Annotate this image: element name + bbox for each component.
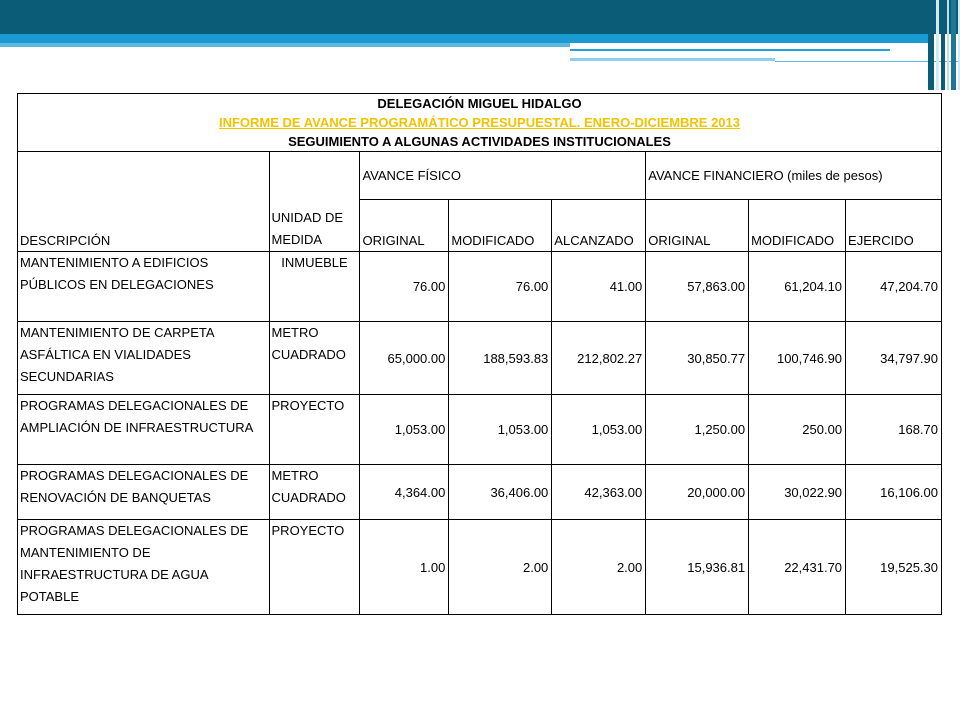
top-banner bbox=[0, 0, 960, 34]
top-banner-stripe bbox=[0, 34, 928, 43]
table-row bbox=[18, 465, 942, 520]
cell-orig: 1.00 bbox=[360, 520, 449, 615]
cell-alc: 42,363.00 bbox=[552, 465, 646, 520]
header-executed: EJERCIDO bbox=[846, 200, 942, 252]
cell-orig: 1,053.00 bbox=[360, 395, 449, 465]
header-physical: AVANCE FÍSICO bbox=[360, 152, 646, 200]
cell-alc: 41.00 bbox=[552, 252, 646, 322]
row-description-line: PROGRAMAS DELEGACIONALES DE bbox=[20, 398, 249, 413]
table-row bbox=[18, 520, 942, 615]
cell-alc: 2.00 bbox=[552, 520, 646, 615]
cell-fej: 168.70 bbox=[846, 395, 942, 465]
header-modified: MODIFICADO bbox=[449, 200, 552, 252]
decorative-line bbox=[0, 43, 570, 47]
row-unit-line: INMUEBLE bbox=[281, 255, 348, 270]
row-description-line: ASFÁLTICA EN VIALIDADES bbox=[20, 347, 191, 362]
row-unit bbox=[269, 322, 360, 395]
row-description-line: AMPLIACIÓN DE INFRAESTRUCTURA bbox=[20, 420, 254, 435]
cell-forig: 1,250.00 bbox=[646, 395, 749, 465]
row-description-line: PROGRAMAS DELEGACIONALES DE bbox=[20, 468, 249, 483]
table-row bbox=[18, 322, 942, 395]
cell-alc: 1,053.00 bbox=[552, 395, 646, 465]
table-row bbox=[18, 395, 942, 465]
table-row bbox=[18, 252, 942, 322]
report-link[interactable]: INFORME DE AVANCE PROGRAMÁTICO PRESUPUESTAL. ENERO-DICIEMBRE 2013 bbox=[18, 113, 942, 132]
row-unit-line: CUADRADO bbox=[271, 490, 346, 505]
header-financial: AVANCE FINANCIERO (miles de pesos) bbox=[646, 152, 942, 200]
cell-mod: 1,053.00 bbox=[449, 395, 552, 465]
report-subtitle: SEGUIMIENTO A ALGUNAS ACTIVIDADES INSTITUCIONALES bbox=[18, 132, 942, 152]
cell-fmod: 100,746.90 bbox=[749, 322, 846, 395]
row-description bbox=[18, 322, 270, 395]
row-unit bbox=[269, 395, 360, 465]
cell-fmod: 30,022.90 bbox=[749, 465, 846, 520]
header-unit bbox=[269, 152, 360, 252]
cell-forig: 15,936.81 bbox=[646, 520, 749, 615]
row-description-line: MANTENIMIENTO A EDIFICIOS bbox=[20, 255, 209, 270]
row-description-line: MANTENIMIENTO DE CARPETA bbox=[20, 325, 215, 340]
header-achieved: ALCANZADO bbox=[552, 200, 646, 252]
cell-fmod: 250.00 bbox=[749, 395, 846, 465]
row-description-line: MANTENIMIENTO DE bbox=[20, 545, 151, 560]
row-description bbox=[18, 465, 270, 520]
cell-fmod: 22,431.70 bbox=[749, 520, 846, 615]
row-unit-line: METRO bbox=[271, 468, 319, 483]
cell-fmod: 61,204.10 bbox=[749, 252, 846, 322]
decorative-line bbox=[570, 49, 890, 51]
row-unit bbox=[269, 465, 360, 520]
cell-fej: 47,204.70 bbox=[846, 252, 942, 322]
cell-alc: 212,802.27 bbox=[552, 322, 646, 395]
header-description: DESCRIPCIÓN bbox=[18, 152, 270, 252]
decorative-stripes bbox=[928, 0, 960, 90]
cell-fej: 34,797.90 bbox=[846, 322, 942, 395]
header-unit-line1: UNIDAD DE bbox=[271, 210, 344, 225]
decorative-line bbox=[570, 58, 775, 61]
cell-fej: 19,525.30 bbox=[846, 520, 942, 615]
delegation-title: DELEGACIÓN MIGUEL HIDALGO bbox=[18, 94, 942, 114]
cell-orig: 76.00 bbox=[360, 252, 449, 322]
cell-forig: 57,863.00 bbox=[646, 252, 749, 322]
row-description-line: PROGRAMAS DELEGACIONALES DE bbox=[20, 523, 249, 538]
cell-mod: 2.00 bbox=[449, 520, 552, 615]
cell-forig: 20,000.00 bbox=[646, 465, 749, 520]
row-description bbox=[18, 395, 270, 465]
row-unit bbox=[269, 520, 360, 615]
cell-orig: 4,364.00 bbox=[360, 465, 449, 520]
header-original: ORIGINAL bbox=[360, 200, 449, 252]
row-unit-line: METRO bbox=[271, 325, 319, 340]
cell-orig: 65,000.00 bbox=[360, 322, 449, 395]
row-description-line: SECUNDARIAS bbox=[20, 369, 114, 384]
header-unit-line2: MEDIDA bbox=[271, 232, 323, 247]
row-description bbox=[18, 520, 270, 615]
row-unit-line: PROYECTO bbox=[271, 398, 345, 413]
header-original-fin: ORIGINAL bbox=[646, 200, 749, 252]
row-description-line: PÚBLICOS EN DELEGACIONES bbox=[20, 277, 214, 292]
cell-forig: 30,850.77 bbox=[646, 322, 749, 395]
cell-fej: 16,106.00 bbox=[846, 465, 942, 520]
cell-mod: 36,406.00 bbox=[449, 465, 552, 520]
header-modified-fin: MODIFICADO bbox=[749, 200, 846, 252]
report-table bbox=[17, 93, 942, 615]
row-unit bbox=[269, 252, 360, 322]
cell-mod: 188,593.83 bbox=[449, 322, 552, 395]
row-description-line: INFRAESTRUCTURA DE AGUA bbox=[20, 567, 209, 582]
row-description-line: RENOVACIÓN DE BANQUETAS bbox=[20, 490, 211, 505]
row-unit-line: PROYECTO bbox=[271, 523, 345, 538]
row-description-line: POTABLE bbox=[20, 589, 80, 604]
row-unit-line: CUADRADO bbox=[271, 347, 346, 362]
cell-mod: 76.00 bbox=[449, 252, 552, 322]
row-description bbox=[18, 252, 270, 322]
